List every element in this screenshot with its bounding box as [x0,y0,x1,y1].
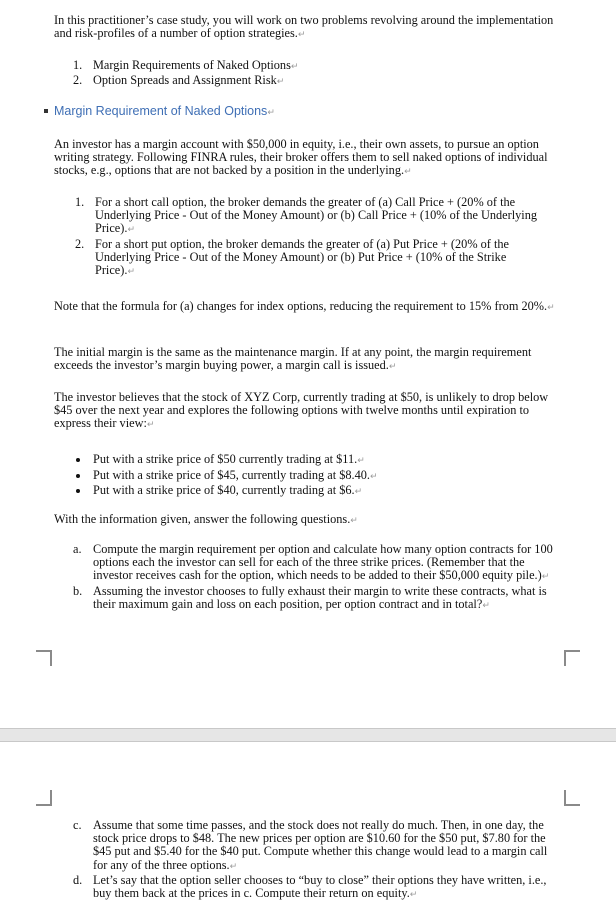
list-item: 2. Option Spreads and Assignment Risk↵ [73,73,285,88]
paragraph-mark-icon: ↵ [127,267,135,278]
note-paragraph: Note that the formula for (a) changes for index options, reducing the requirement to 15% from 20%.↵ [54,299,555,313]
list-item: b. Assuming the investor chooses to fully exhaust their margin to write these contracts, what is their maximum gain and loss on each position, per option contract and in total?↵ [73,583,547,611]
investor-view-paragraph: The investor believes that the stock of XYZ Corp, currently trading at $50, is unlikely to drop below $45 over the next year and explores the following options with twelve months until expiration to express their view:↵ [54,390,549,431]
problem-list [73,58,553,89]
list-item: Put with a strike price of $50 currently trading at $11.↵ [93,453,533,469]
paragraph-mark-icon: ↵ [369,471,378,482]
paragraph-mark-icon: ↵ [482,600,490,611]
paragraph-mark-icon: ↵ [297,30,306,41]
questions-list-bottom [73,818,563,902]
list-item: 1. Margin Requirements of Naked Options↵ [73,58,299,72]
list-item: 1. For a short call option, the broker demands the greater of (a) Call Price + (20% of the Underlying Price - Out of the Money Amount) or (b) Call Price + (10% of the Underlying Price).↵ [75,195,538,236]
paragraph-mark-icon: ↵ [547,303,555,313]
paragraph-mark-icon: ↵ [541,572,550,583]
paragraph-mark-icon: ↵ [229,861,238,872]
bullet-icon [76,474,80,478]
margin-account-paragraph: An investor has a margin account with $50,000 in equity, i.e., their own assets, to pursue an option writing strategy. Following FINRA rules, their broker offers them to sell naked options of individual stocks, e.g., options that are not backed by a position in the underlying.↵ [54,137,548,178]
put-options-list [93,453,533,500]
list-item: c. Assume that some time passes, and the stock does not really do much. Then, in one day, the stock price drops to $48. The new prices per option are $10.60 for the $50 put, $7.80 for the $45 put and $5.40 for the $40 put. Compute whether this change would lead to a margin call for any of the three options.↵ [73,818,548,872]
bullet-square-icon [44,109,48,113]
paragraph-mark-icon: ↵ [127,225,135,236]
paragraph-mark-icon: ↵ [267,108,275,118]
questions-list-top [73,542,563,613]
document-page-2 [0,742,616,924]
list-item: d. Let’s say that the option seller chooses to “buy to close” their options they have written, i.e., buy them back at the prices in c. Compute their return on equity.↵ [73,872,547,901]
paragraph-mark-icon: ↵ [388,362,397,373]
paragraph-mark-icon: ↵ [146,420,155,431]
paragraph-mark-icon: ↵ [350,516,358,526]
page-break [0,728,616,742]
intro-paragraph: In this practitioner’s case study, you will work on two problems revolving around the implementation and risk-profiles of a number of option strategies.↵ [54,13,554,41]
list-item: a. Compute the margin requirement per option and calculate how many option contracts for 100 options each the investor can sell for each of the three strike prices. (Remember that the investor receives cash for the option, which needs to be added to their $50,000 equity pile.)↵ [73,542,553,583]
margin-rules-list [75,195,545,279]
bullet-icon [76,489,80,493]
paragraph-mark-icon: ↵ [276,77,285,88]
initial-margin-paragraph: The initial margin is the same as the maintenance margin. If at any point, the margin requirement exceeds the investor’s margin buying power, a margin call is issued.↵ [54,345,532,373]
list-item: Put with a strike price of $40, currently trading at $6.↵ [93,484,533,500]
paragraph-mark-icon: ↵ [357,456,365,466]
paragraph-mark-icon: ↵ [404,167,412,178]
section-heading: Margin Requirement of Naked Options↵ [44,104,275,118]
paragraph-mark-icon: ↵ [409,890,418,901]
list-item: 2. For a short put option, the broker demands the greater of (a) Put Price + (20% of the Underlying Price - Out of the Money Amount) or (b) Put Price + (10% of the Strike Price).↵ [75,236,509,278]
paragraph-mark-icon: ↵ [354,487,363,498]
bullet-icon [76,458,80,462]
list-item: Put with a strike price of $45, currently trading at $8.40.↵ [93,469,533,485]
questions-intro-paragraph: With the information given, answer the following questions.↵ [54,512,358,526]
paragraph-mark-icon: ↵ [290,62,299,72]
